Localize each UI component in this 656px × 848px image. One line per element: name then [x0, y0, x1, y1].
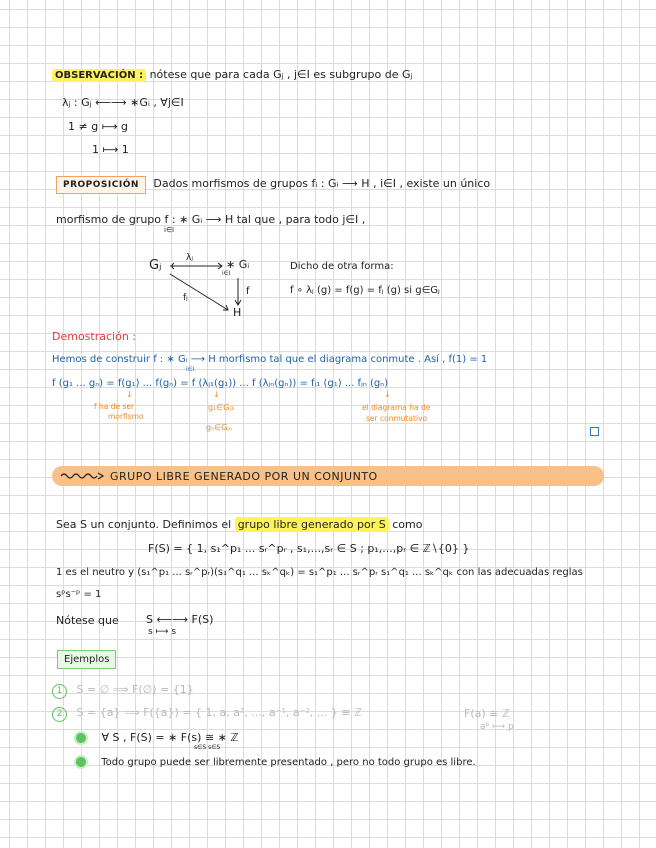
diagram-arrows: [160, 258, 250, 318]
diagram-H: H: [233, 306, 242, 319]
note1a: f ha de ser: [94, 402, 135, 411]
observacion-map-line3: 1 ⟼ 1: [92, 143, 129, 156]
notese-map1: S ⟵⟶ F(S): [146, 613, 214, 626]
observacion-text: nótese que para cada Gⱼ , j∈I es subgrupo de Gⱼ: [149, 68, 413, 81]
note3b: ser conmutativo: [366, 414, 428, 423]
squiggle-arrow-icon: [60, 471, 106, 481]
diagram-star-Gi: ∗ Gᵢ: [226, 258, 250, 271]
ejemplo-2-number: 2: [52, 707, 67, 722]
observacion-line: [52, 68, 412, 81]
arrow-note2: ↓: [213, 390, 220, 399]
demostracion-line2: f (g₁ ... gₙ) = f(g₁) ... f(gₙ) = f (λⱼ₁(g₁)) ... f (λⱼₙ(gₙ)) = fⱼ₁ (g₁) ... fⱼₙ (gₙ): [52, 378, 389, 389]
libre-formula: F(S) = { 1, s₁^p₁ ... sᵣ^pᵣ , s₁,...,sᵣ ∈ S ; p₁,...,pᵣ ∈ ℤ∖{0} }: [148, 542, 470, 555]
diagram-star-sub: i∈I: [222, 270, 231, 277]
diagram-lambda: λⱼ: [186, 253, 193, 263]
ejemplo-2: [52, 706, 362, 722]
bullet-2-dot: [74, 755, 88, 769]
observacion-map-line2: 1 ≠ g ⟼ g: [68, 120, 128, 133]
demostracion-label: Demostración :: [52, 330, 136, 343]
bullet-1-dot: [74, 731, 88, 745]
bullet-1-text: ∀ S , F(S) = ∗ F(s) ≅ ∗ ℤ: [101, 731, 239, 744]
bullet-1: [74, 731, 239, 745]
end-of-proof-square: [590, 427, 599, 436]
libre-line4: sᵖs⁻ᵖ = 1: [56, 589, 102, 600]
observacion-map-line1: λⱼ : Gⱼ ⟵⟶ ∗Gᵢ , ∀j∈I: [62, 96, 184, 109]
diagram-fj: fⱼ: [183, 293, 188, 303]
bullet-2: [74, 755, 476, 769]
bullet-2-text: Todo grupo puede ser libremente presentado , pero no todo grupo es libre.: [101, 757, 476, 768]
ejemplo-1-text: S = ∅ ⟹ F(∅) = {1}: [76, 683, 194, 696]
note2b: gₙ∈Gⱼₙ: [206, 423, 233, 432]
proposicion-line: [56, 177, 490, 190]
arrow-note1: ↓: [126, 390, 133, 399]
notese-map2: s ⟼ s: [148, 627, 177, 637]
arrow-note3: ↓: [384, 390, 391, 399]
libre-line1-pre: Sea S un conjunto. Definimos el: [56, 518, 232, 531]
note1b: morfismo: [108, 412, 144, 421]
ejemplos-box: [57, 652, 116, 665]
notese-text: Nótese que: [56, 614, 119, 627]
dicho-formula: f ∘ λⱼ (g) = f(g) = fⱼ (g) si g∈Gⱼ: [290, 285, 440, 296]
observacion-label: OBSERVACIÓN :: [52, 69, 146, 82]
demostracion-line1: Hemos de construir f : ∗ Gᵢ ⟶ H morfismo tal que el diagrama conmute . Así , f(1) = 1: [52, 354, 488, 365]
section-title: GRUPO LIBRE GENERADO POR UN CONJUNTO: [110, 470, 378, 483]
diagram-Gj: Gⱼ: [149, 258, 162, 273]
ejemplos-label: Ejemplos: [57, 650, 116, 669]
ejemplo-2-side1: F(a) ≅ ℤ: [464, 707, 511, 720]
proposicion-text2: morfismo de grupo f : ∗ Gᵢ ⟶ H tal que , para todo j∈I ,: [56, 213, 366, 226]
ejemplo-2-text: S = {a} ⟹ F({a}) = { 1, a, a², ..., a⁻¹, a⁻², ... } ≅ ℤ: [76, 706, 363, 719]
dicho-text: Dicho de otra forma:: [290, 261, 394, 272]
ejemplo-1-number: 1: [52, 684, 67, 699]
proposicion-text2-sub: i∈I: [164, 226, 175, 234]
libre-line1-post: como: [392, 518, 423, 531]
demostracion-line1-sub: i∈I: [186, 366, 195, 373]
libre-line1: [56, 518, 422, 531]
diagram-f: f: [246, 286, 250, 297]
libre-line1-highlight: grupo libre generado por S: [235, 517, 389, 532]
note2a: g₁∈Gⱼ₁: [208, 403, 235, 412]
ejemplo-1: [52, 683, 194, 699]
libre-line3: 1 es el neutro y (s₁^p₁ ... sᵣ^pᵣ)(s₁^q₁ ... sₖ^qₖ) = s₁^p₁ ... sᵣ^pᵣ s₁^q₁ ... sₖ^qₖ con las adecuadas reglas: [56, 567, 583, 578]
proposicion-label: PROPOSICIÓN: [56, 176, 146, 194]
note3a: el diagrama ha de: [362, 403, 431, 412]
bullet-1-sub: s∈S s∈S: [194, 744, 221, 751]
proposicion-text1: Dados morfismos de grupos fᵢ : Gᵢ ⟶ H , i∈I , existe un único: [153, 177, 491, 190]
ejemplo-2-side2: aᵖ ⟼ p: [480, 722, 514, 732]
